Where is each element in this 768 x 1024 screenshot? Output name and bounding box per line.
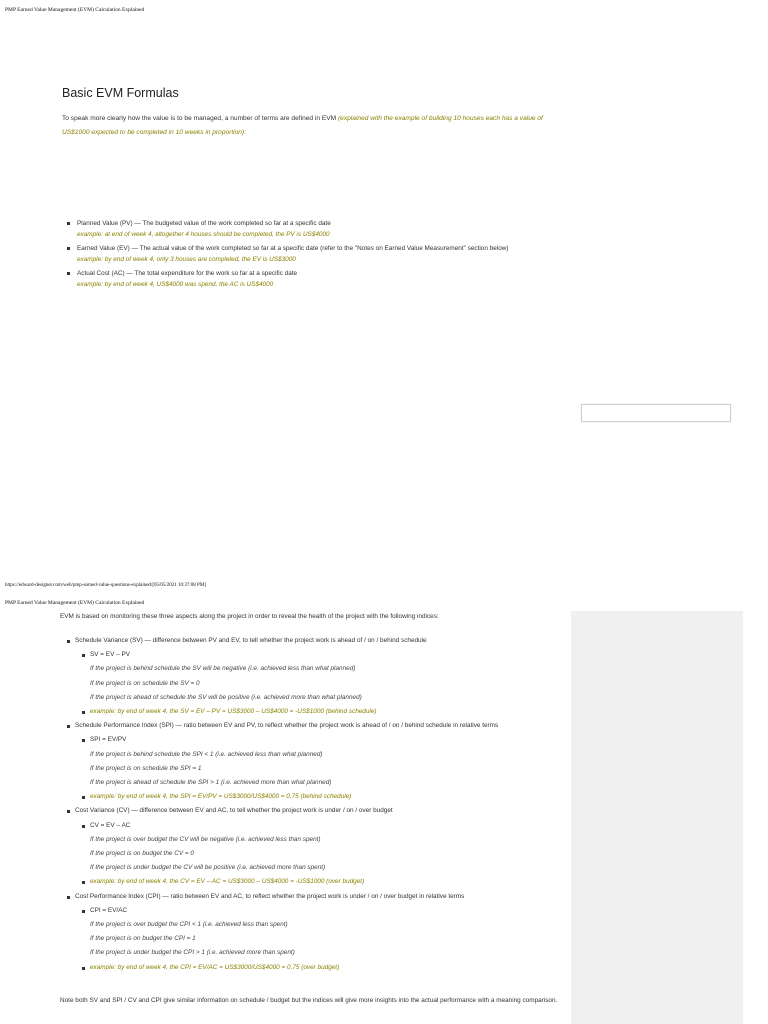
closing-note: Note both SV and SPI / CV and CPI give similar information on schedule / budget but the indices will give more insights into the actual performance with a meaning comparison. xyxy=(60,997,558,1004)
bullet-icon xyxy=(67,640,70,643)
intro-text: To speak more clearly how the value is to be managed, a number of terms are defined in EVM xyxy=(62,115,338,122)
example-item xyxy=(66,875,566,889)
index-example: example: by end of week 4, the CPI = EV/AC = US$3000/US$4000 = 0.75 (over budget) xyxy=(90,963,340,971)
note: If the project is over budget the CPI < 1 (i.e. achieved less than spent) xyxy=(90,921,288,929)
index-name: Cost Performance Index (CPI) — ratio between EV and AC, to reflect whether the project work is under / on / over budget in relative terms xyxy=(75,892,465,900)
bullet-icon xyxy=(82,881,85,884)
bullet-icon xyxy=(82,910,85,913)
section-title: Basic EVM Formulas xyxy=(62,86,179,100)
term-text: Actual Cost (AC) — The total expenditure for the work so far at a specific date xyxy=(77,270,298,277)
note: If the project is ahead of schedule the SV will be positive (i.e. achieved more than what planned) xyxy=(90,693,362,701)
bullet-icon xyxy=(67,896,70,899)
bullet-icon xyxy=(82,967,85,970)
bullet-icon xyxy=(82,739,85,742)
index-name: Schedule Performance Index (SPI) — ratio between EV and PV, to reflect whether the project work is ahead of / on / behind schedule in relative terms xyxy=(75,722,499,730)
term-text: Planned Value (PV) — The budgeted value of the work completed so far at a specific date xyxy=(77,220,331,227)
list-item xyxy=(62,218,542,240)
example-item xyxy=(66,790,566,804)
formula: SPI = EV/PV xyxy=(90,736,127,744)
note: If the project is on schedule the SV = 0 xyxy=(90,679,200,687)
note: If the project is over budget the CV will be negative (i.e. achieved less than spent) xyxy=(90,835,321,843)
evm-intro: EVM is based on monitoring these three aspects along the project in order to reveal the health of the project with the following indices: xyxy=(60,613,439,620)
bullet-icon xyxy=(67,247,70,250)
term-example: example: by end of week 4, US$4000 was spend, the AC is US$4000 xyxy=(77,281,274,288)
example-item xyxy=(66,705,566,719)
bullet-icon xyxy=(67,222,70,225)
sidebar-panel xyxy=(571,611,743,1024)
note: If the project is on budget the CV = 0 xyxy=(90,850,194,858)
index-example: example: by end of week 4, the CV = EV – AC = US$3000 – US$4000 = -US$1000 (over budget) xyxy=(90,878,365,886)
note: If the project is ahead of schedule the SPI > 1 (i.e. achieved more than what planned) xyxy=(90,779,332,787)
note: If the project is under budget the CPI > 1 (i.e. achieved more than spent) xyxy=(90,949,295,957)
formula-item xyxy=(66,648,566,662)
index-example: example: by end of week 4, the SPI = EV/PV = US$3000/US$4000 = 0.75 (behind schedule) xyxy=(90,793,352,801)
bullet-icon xyxy=(82,654,85,657)
bullet-icon xyxy=(82,825,85,828)
bullet-icon xyxy=(67,810,70,813)
bullet-icon xyxy=(82,796,85,799)
note: If the project is on schedule the SPI = 1 xyxy=(90,764,202,772)
print-footer-url: https://edward-designer.com/web/pmp-earned-value-questions-explained/[05/05/2021 10:37:08 PM] xyxy=(5,583,206,588)
index-item xyxy=(66,634,566,648)
intro-example: (explained with the example of building 10 houses each has a value of US$1000 expected to be completed in 10 weeks in proportion): xyxy=(62,115,543,136)
formula: CPI = EV/AC xyxy=(90,906,128,914)
index-example: example: by end of week 4, the SV = EV – PV = US$3000 – US$4000 = -US$1000 (behind schedule) xyxy=(90,708,377,716)
index-item xyxy=(66,890,566,904)
formula-item xyxy=(66,733,566,747)
note: If the project is behind schedule the SV will be negative (i.e. achieved less than what planned) xyxy=(90,665,356,673)
term-example: example: by end of week 4, only 3 houses are completed, the EV is US$3000 xyxy=(77,256,296,263)
index-name: Schedule Variance (SV) — difference between PV and EV, to tell whether the project work is ahead of / on / behind schedule xyxy=(75,637,427,644)
example-item xyxy=(66,961,566,975)
term-example: example: at end of week 4, altogether 4 houses should be completed, the PV is US$4000 xyxy=(77,231,330,238)
evm-terms-list xyxy=(62,218,542,293)
index-item xyxy=(66,804,566,818)
note: If the project is on budget the CPI = 1 xyxy=(90,935,196,943)
formula-item xyxy=(66,819,566,833)
bullet-icon xyxy=(67,725,70,728)
intro-paragraph xyxy=(62,112,557,140)
sidebar-widget-box xyxy=(581,404,731,422)
list-item xyxy=(62,243,542,265)
index-item xyxy=(66,719,566,733)
formula-item xyxy=(66,904,566,918)
term-text: Earned Value (EV) — The actual value of the work completed so far at a specific date (refer to the "Notes on Earned Value Measurement" section below) xyxy=(77,245,509,252)
formula: SV = EV – PV xyxy=(90,651,130,659)
evm-indices-list xyxy=(66,634,566,975)
note: If the project is under budget the CV will be positive (i.e. achieved more than spent) xyxy=(90,864,326,872)
print-header: PMP Earned Value Management (EVM) Calculation Explained xyxy=(5,600,145,606)
note: If the project is behind schedule the SPI < 1 (i.e. achieved less than what planned) xyxy=(90,750,323,758)
list-item xyxy=(62,268,542,290)
bullet-icon xyxy=(82,711,85,714)
print-header: PMP Earned Value Management (EVM) Calculation Explained xyxy=(5,7,145,13)
formula: CV = EV – AC xyxy=(90,821,131,829)
index-name: Cost Variance (CV) — difference between EV and AC, to tell whether the project work is under / on / over budget xyxy=(75,807,393,815)
bullet-icon xyxy=(67,272,70,275)
